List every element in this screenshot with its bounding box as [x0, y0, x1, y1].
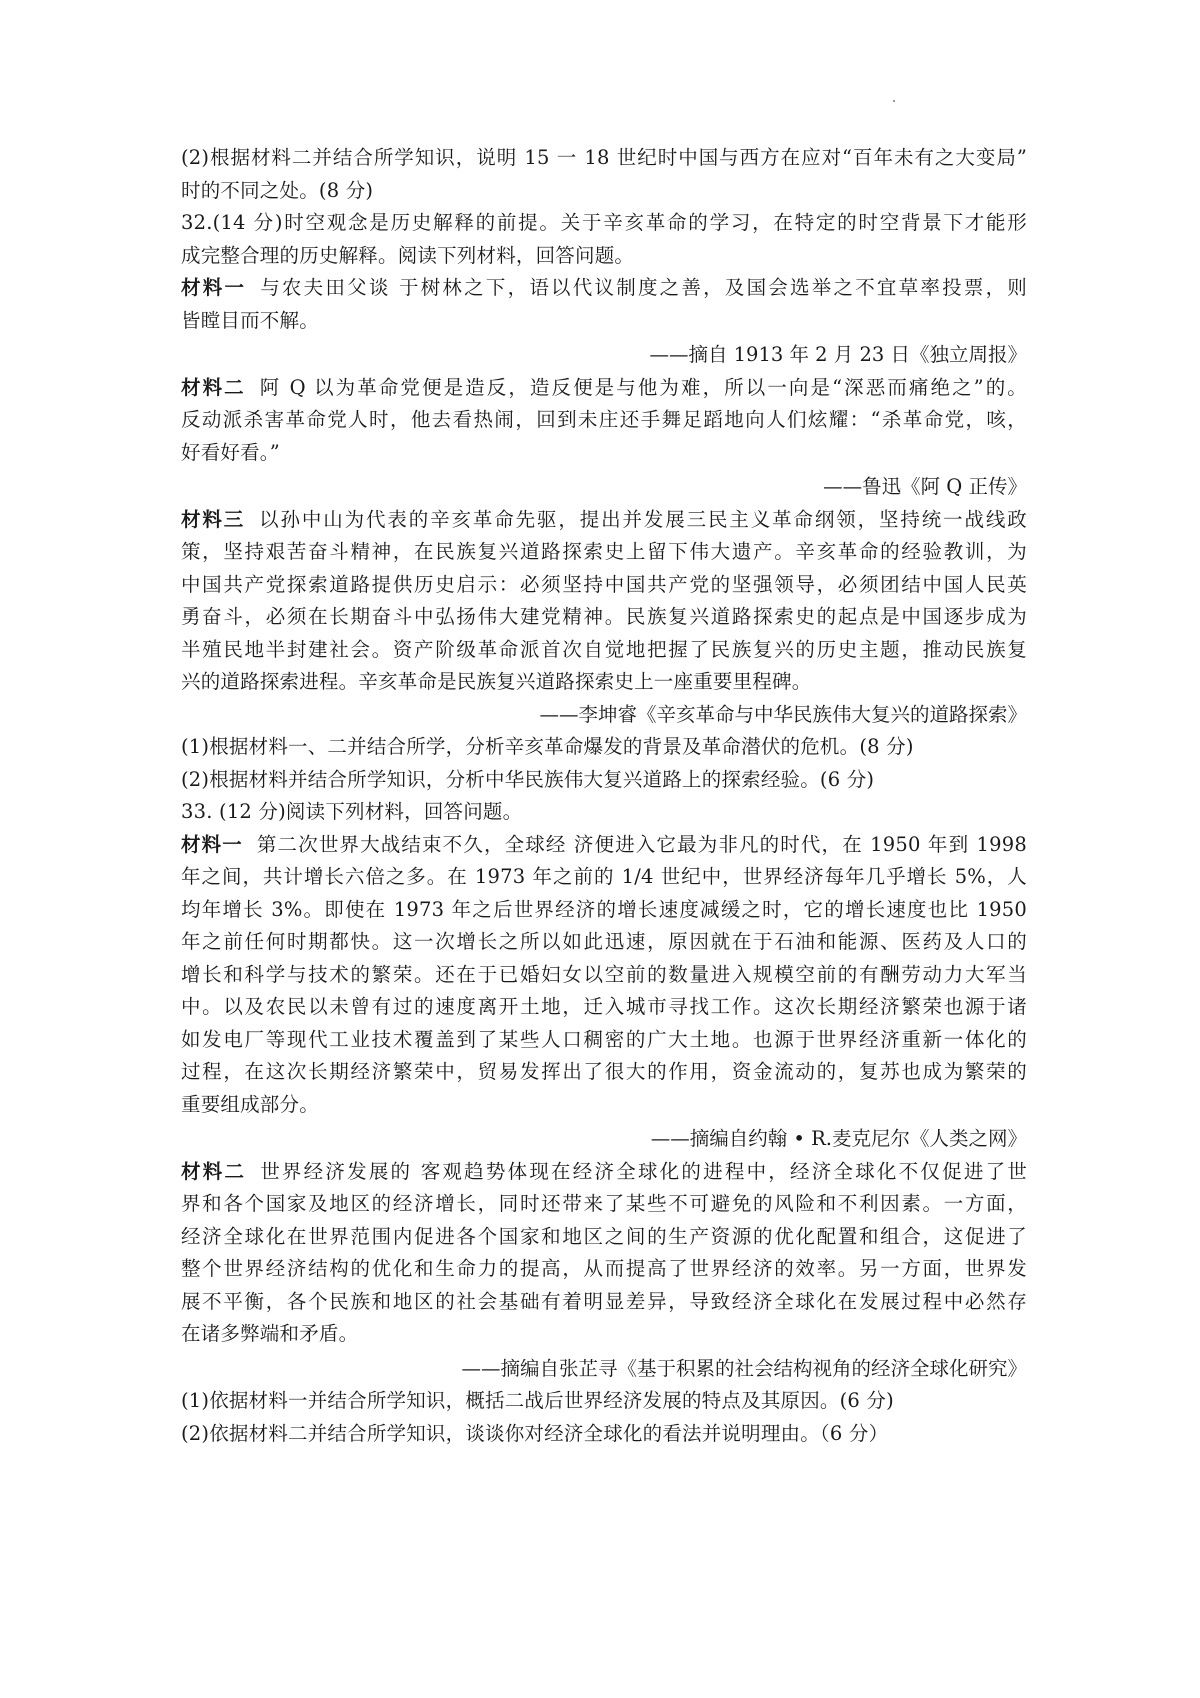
- q32-material3-line5: 半殖民地半封建社会。资产阶级革命派首次自觉地把握了民族复兴的历史主题，推动民族复: [181, 637, 1027, 661]
- q33-material1-text1: 第二次世界大战结束不久，全球经 济便进入它最为非凡的时代，在 1950 年到 1998: [256, 832, 1027, 856]
- q33-intro: 33. (12 分)阅读下列材料，回答问题。: [181, 800, 523, 823]
- q33-material1-source: ——摘编自约翰 • R.麦克尼尔《人类之网》: [650, 1127, 1027, 1150]
- q33-material2-text1: 世界经济发展的 客观趋势体现在经济全球化的进程中，经济全球化不仅促进了世: [260, 1159, 1027, 1183]
- q31-part2-line1: (2)根据材料二并结合所学知识，说明 15 一 18 世纪时中国与西方在应对“百年未有之大变局”: [181, 146, 1027, 169]
- q32-question2: (2)根据材料并结合所学知识，分析中华民族伟大复兴道路上的探索经验。(6 分): [181, 767, 875, 791]
- q33-question1: (1)依据材料一并结合所学知识，概括二战后世界经济发展的特点及其原因。(6 分): [181, 1389, 894, 1412]
- q32-material2-source: ——鲁迅《阿 Q 正传》: [823, 475, 1027, 498]
- q33-material2-line6: 在诸多弊端和矛盾。: [181, 1322, 359, 1345]
- q31-part2-line2: 时的不同之处。(8 分): [181, 178, 374, 202]
- q32-material3-line3: 中国共产党探索道路提供历史启示：必须坚持中国共产党的坚强领导，必须团结中国人民英: [181, 572, 1027, 596]
- q33-material2-label: 材料二: [181, 1159, 247, 1183]
- q32-material3-line1: [181, 504, 1027, 537]
- q33-material2-line5: 展不平衡，各个民族和地区的社会基础有着明显差异，导致经济全球化在发展过程中必然存: [181, 1289, 1027, 1313]
- q32-material2-line2: 反动派杀害革命党人时，他去看热闹，回到未庄还手舞足蹈地向人们炫耀：“杀革命党，咳，: [181, 408, 1027, 431]
- q32-material1-line1: [181, 272, 1027, 305]
- q33-material2-line3: 经济全球化在世界范围内促进各个国家和地区之间的生产资源的优化配置和组合，这促进了: [181, 1224, 1027, 1248]
- q32-material1-label: 材料一: [181, 276, 247, 299]
- q32-material3-line6: 兴的道路探索进程。辛亥革命是民族复兴道路探索史上一座重要里程碑。: [181, 670, 812, 693]
- q33-material2-source: ——摘编自张芷寻《基于积累的社会结构视角的经济全球化研究》: [461, 1356, 1027, 1380]
- q33-material1-line7: 如发电厂等现代工业技术覆盖到了某些人口稠密的广大土地。也源于世界经济重新一体化的: [181, 1027, 1027, 1051]
- q33-material1-line1: [181, 829, 1027, 862]
- q33-material1-line6: 中。以及农民以未曾有过的速度离开土地，迁入城市寻找工作。这次长期经济繁荣也源于诸: [181, 995, 1027, 1018]
- q33-material2-line1: [181, 1156, 1027, 1189]
- q33-question2: (2)依据材料二并结合所学知识，谈谈你对经济全球化的看法并说明理由。（6 分）: [181, 1421, 889, 1445]
- q33-material2-line4: 整个世界经济结构的优化和生命力的提高，从而提高了世界经济的效率。另一方面，世界发: [181, 1257, 1027, 1280]
- q32-material3-source: ——李坤睿《辛亥革命与中华民族伟大复兴的道路探索》: [539, 702, 1027, 726]
- q32-material2-line3: 好看好看。”: [181, 440, 280, 464]
- q33-material1-line2: 年之间，共计增长六倍之多。在 1973 年之前的 1/4 世纪中，世界经济每年几乎增长 5%，人: [181, 865, 1027, 888]
- q32-intro-line2: 成完整合理的历史解释。阅读下列材料，回答问题。: [181, 243, 635, 267]
- q33-material1-line5: 增长和科学与技术的繁荣。还在于已婚妇女以空前的数量进入规模空前的有酬劳动力大军当: [181, 962, 1027, 986]
- q33-material1-line3: 均年增长 3%。即使在 1973 年之后世界经济的增长速度减缓之时，它的增长速度也比 1950: [181, 897, 1027, 921]
- exam-page: [181, 142, 1027, 1450]
- q32-material1-source: ——摘自 1913 年 2 月 23 日《独立周报》: [649, 343, 1027, 366]
- q32-material1-line2: 皆瞠目而不解。: [181, 308, 319, 332]
- q32-material3-line2: 策，坚持艰苦奋斗精神，在民族复兴道路探索史上留下伟大遗产。辛亥革命的经验教训，为: [181, 540, 1027, 563]
- q32-material3-label: 材料三: [181, 507, 246, 531]
- q32-material2-label: 材料二: [181, 375, 246, 399]
- q32-intro-line1: 32.(14 分)时空观念是历史解释的前提。关于辛亥革命的学习，在特定的时空背景下才能形: [181, 211, 1027, 234]
- q33-material2-line2: 界和各个国家及地区的经济增长，同时还带来了某些不可避免的风险和不利因素。一方面，: [181, 1192, 1027, 1215]
- q32-material2-text1: 阿 Q 以为革命党便是造反，造反便是与他为难，所以一向是“深恶而痛绝之”的。: [259, 375, 1027, 399]
- q32-material2-line1: [181, 372, 1027, 405]
- q32-material3-text1: 以孙中山为代表的辛亥革命先驱，提出并发展三民主义革命纲领，坚持统一战线政: [259, 507, 1028, 531]
- scan-speck: [893, 100, 895, 102]
- q32-material1-text1: 与农夫田父谈 于树林之下，语以代议制度之善，及国会选举之不宜草率投票，则: [260, 276, 1027, 299]
- q33-material1-line8: 过程，在这次长期经济繁荣中，贸易发挥出了很大的作用，资金流动的，复苏也成为繁荣的: [181, 1060, 1027, 1083]
- q32-question1: (1)根据材料一、二并结合所学，分析辛亥革命爆发的背景及革命潜伏的危机。(8 分): [181, 735, 914, 758]
- q32-material3-line4: 勇奋斗，必须在长期奋斗中弘扬伟大建党精神。民族复兴道路探索史的起点是中国逐步成为: [181, 605, 1027, 628]
- q33-material1-line4: 年之前任何时期都快。这一次增长之所以如此迅速，原因就在于石油和能源、医药及人口的: [181, 930, 1027, 953]
- q33-material1-line9: 重要组成部分。: [181, 1092, 319, 1116]
- q33-material1-label: 材料一: [181, 832, 243, 856]
